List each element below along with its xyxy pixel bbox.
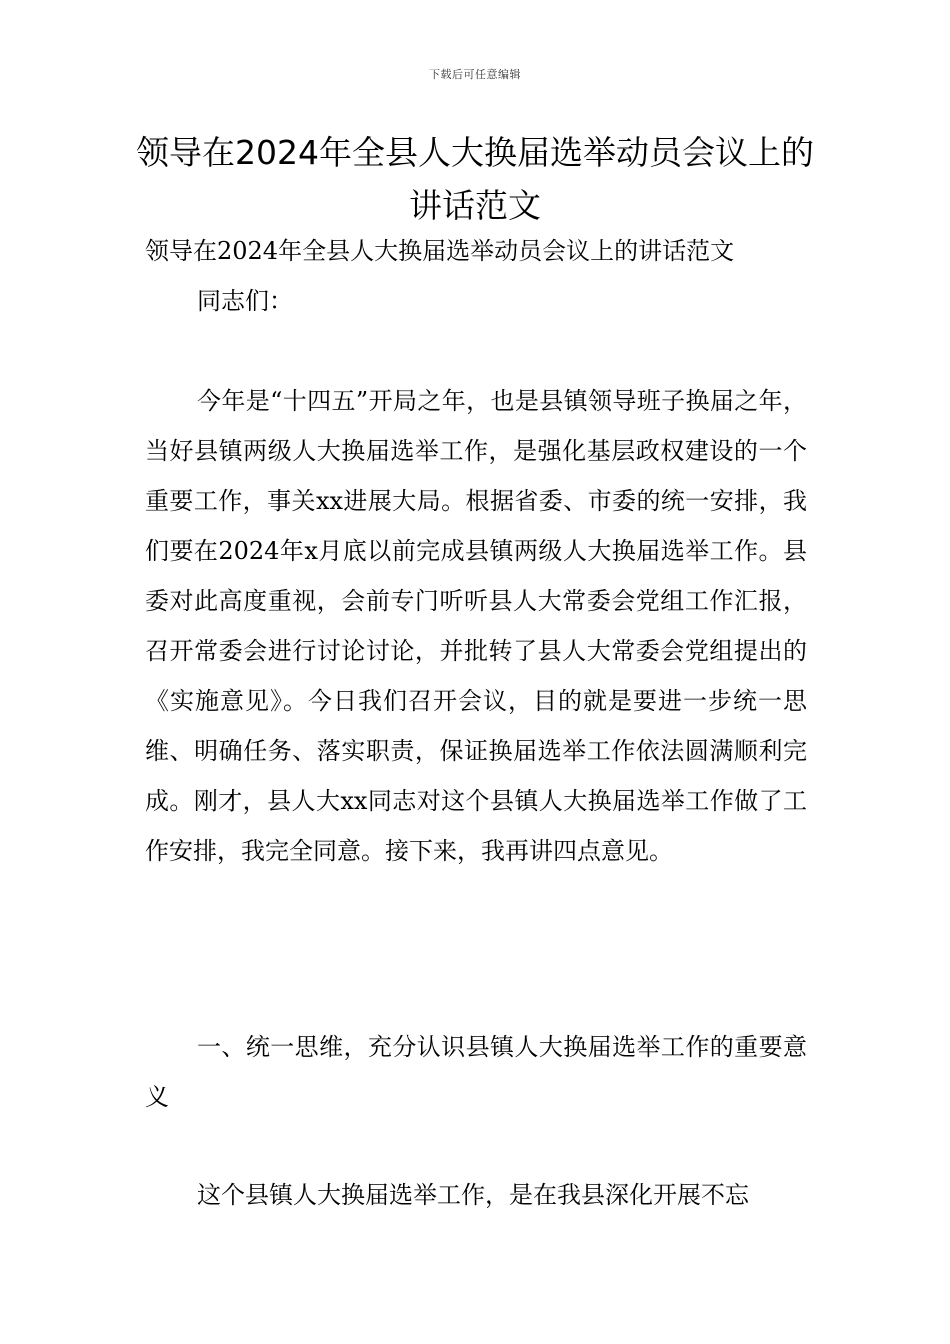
document-title: 领导在2024年全县人大换届选举动员会议上的讲话范文 [136, 133, 814, 225]
paragraph-intro: 今年是“十四五”开局之年，也是县镇领导班子换届之年，当好县镇两级人大换届选举工作，是强化基层政权建设的一个重要工作，事关xx进展大局。根据省委、市委的统一安排，我们要在2024年x月底以前完成县镇两级人大换届选举工作。县委对此高度重视，会前专门听听县人大常委会党组工作汇报，召开常委会进行讨论讨论，并批转了县人大常委会党组提出的《实施意见》。今日我们召开会议，目的就是要进一步统一思维、明确任务、落实职责，保证换届选举工作依法圆满顺利完成。刚才，县人大xx同志对这个县镇人大换届选举工作做了工作安排，我完全同意。接下来，我再讲四点意见。 [145, 387, 807, 865]
greeting: 同志们： [197, 287, 293, 315]
header-note: 下载后可任意编辑 [429, 68, 521, 81]
section-heading-1: 一、统一思维，充分认识县镇人大换届选举工作的重要意义 [145, 1033, 807, 1111]
document-subtitle: 领导在2024年全县人大换届选举动员会议上的讲话范文 [145, 237, 735, 265]
paragraph-section-1: 这个县镇人大换届选举工作，是在我县深化开展不忘 [197, 1181, 749, 1209]
